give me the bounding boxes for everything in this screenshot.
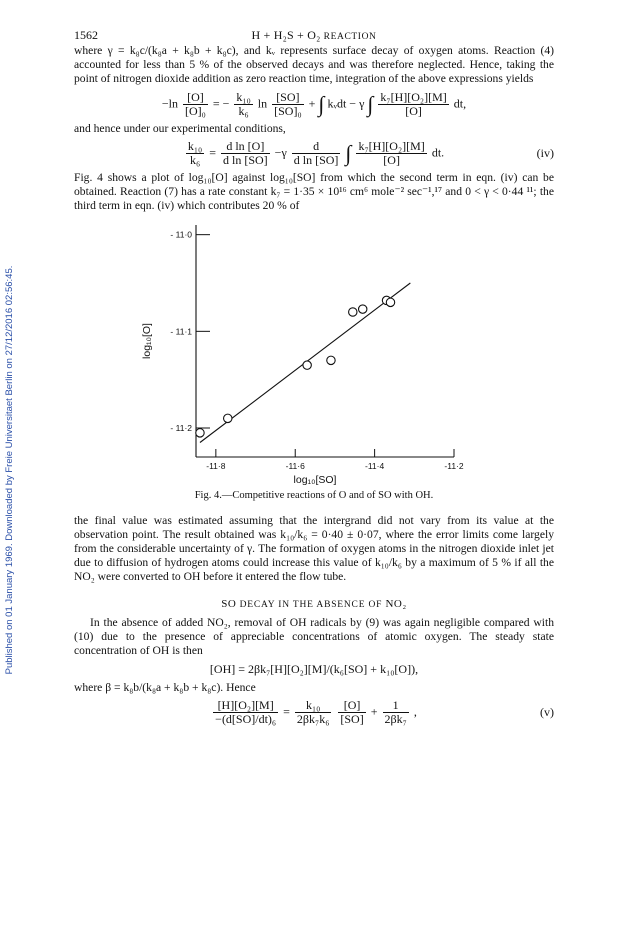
eq2-integral: ∫ [345, 140, 352, 166]
eq1-f1-den: [O]₀ [185, 103, 206, 118]
eq1-f1-num: [O] [183, 91, 208, 105]
eq1-f3-den: [SO]₀ [274, 103, 302, 118]
running-title-formula: H + H₂S + O₂ [251, 28, 321, 42]
x-tick-label: -11·6 [285, 461, 305, 472]
eq1-integral-body: kᵥdt − γ [327, 95, 365, 110]
eq4-tail: , [413, 704, 417, 719]
figure-4 [74, 215, 554, 485]
eq2-fraction-d [292, 140, 341, 167]
eq2-fraction-dln [221, 140, 270, 167]
paragraph-3: Fig. 4 shows a plot of log₁₀[O] against log₁₀[SO] from which the second term in eqn. (iv) can be obtained. Reaction (7) has a rate constant k₇ = 1·35 × 10¹⁶ cm⁶ mole⁻² sec⁻¹,¹⁷ and 0 < γ < 0·44 ¹¹; the third term in eqn. (iv) which contributes 20 % of [74, 170, 554, 213]
eq2-f1-den: k₆ [189, 152, 201, 167]
y-tick-label: - 11·0 [170, 230, 192, 241]
eq1-fraction-so [272, 91, 304, 118]
eq1-integral-1: ∫ [318, 91, 325, 116]
eq1-integral-2: ∫ [367, 91, 374, 116]
eq4-fraction-one [383, 699, 409, 726]
eq1-fraction-k [234, 91, 252, 118]
eq1-f2-num: k₁₀ [236, 89, 251, 104]
eq4-f4-num: 1 [383, 699, 409, 713]
paragraph-5: In the absence of added NO₂, removal of OH radicals by (9) was again negligible compared with (10) due to the presence of appreciable concentrations of atomic oxygen. The steady state concentration of OH is then [74, 615, 554, 658]
eq2-fraction-k [186, 140, 204, 167]
y-tick-label: - 11·2 [170, 423, 192, 434]
x-tick-label: -11·4 [365, 461, 385, 472]
paragraph-6: where β = k₈b/(k₈a + k₈b + k₈c). Hence [74, 680, 256, 694]
running-header [74, 28, 554, 44]
download-note-text: Published on 01 January 1969. Downloaded by Freie Universitaet Berlin on 27/12/2016 02:56:45. [3, 265, 15, 675]
eq4-f1-num: [H][O₂][M] [213, 699, 278, 713]
equation-integrated [74, 91, 554, 118]
eq1-equals: = − [212, 95, 230, 110]
paragraph-1-line-1: where γ = k₈c/(k₈a + k₈b + k₈c), and kᵥ represents surface decay of oxygen atoms. [74, 44, 489, 57]
running-title-word: REACTION [323, 32, 377, 42]
eq4-f2-num: k₁₀ [295, 699, 331, 713]
eq4-fraction-lhs [213, 699, 278, 726]
eq1-tail: dt, [453, 95, 467, 110]
paragraph-4: the final value was estimated assuming that the intergrand did not vary from its value at the observation point. The result obtained was k₁₀/k₆ = 0·40 ± 0·07, where the error limits come largely from the considerable uncertainty of γ. The formation of oxygen atoms in the nitrogen dioxide inlet jet due to diffusion of hydrogen atoms could increase this value of k₁₀/k₆ by a maximum of 5 % if all the NO₂ were converted to OH before it entered the flow tube. [74, 513, 554, 584]
eq4-f1-den: −(d[SO]/dt)₆ [215, 711, 277, 726]
eq4-f3-den: [SO] [340, 711, 364, 726]
data-point [303, 361, 311, 369]
eq2-tail: dt. [431, 145, 445, 160]
eq2-f2-den: d ln [SO] [223, 152, 268, 167]
eq2-f3-den: d ln [SO] [293, 152, 339, 167]
eq2-f4-den: [O] [383, 152, 400, 167]
eq4-plus: + [370, 704, 378, 719]
caption-label: Fig. 4. [194, 490, 222, 502]
section-heading-so: SO [221, 597, 237, 610]
data-point [386, 299, 394, 307]
eq1-f4-num: k₇[H][O₂][M] [380, 89, 447, 104]
eq1-fraction-rate [378, 91, 448, 118]
x-tick-label: -11·8 [206, 461, 226, 472]
paragraph-1-line-2: Reaction (4) accounted for less than 5 % of the observed decays and was therefore neglected. Hence, taking the point of nitrogen dioxide addition as zero reaction time, integration of the above expressions yields [74, 44, 555, 86]
eq1-f2-den: k₆ [238, 103, 249, 118]
section-heading [74, 597, 554, 612]
eq4-f4-den: 2βk₇ [384, 711, 407, 726]
figure-4-plot [74, 215, 554, 485]
equation-iv [74, 140, 554, 167]
eq4-equals: = [283, 704, 290, 719]
equation-number-iv: (iv) [536, 146, 554, 161]
eq4-fraction-o-so [338, 699, 365, 726]
data-point [196, 429, 204, 437]
x-tick-label: -11·2 [444, 461, 464, 472]
download-sidebar-note [2, 0, 18, 947]
eq1-fraction-o [183, 91, 208, 118]
caption-text: —Competitive reactions of O and of SO with OH. [221, 490, 434, 502]
paper-page [74, 28, 554, 730]
eq2-fraction-rate [356, 140, 426, 167]
figure-4-caption [74, 489, 554, 503]
y-axis-label: log₁₀[O] [141, 323, 153, 360]
eq2-f4-num: k₇[H][O₂][M] [358, 138, 425, 153]
eq2-f3-num: d [292, 140, 341, 154]
eq4-f3-num: [O] [338, 699, 365, 713]
x-axis-label: log₁₀[SO] [293, 474, 337, 486]
data-point [359, 305, 367, 313]
page-number: 1562 [74, 28, 98, 42]
data-point [327, 357, 335, 365]
equation-oh: [OH] = 2βk₇[H][O₂][M]/(k₆[SO] + k₁₀[O]), [209, 662, 419, 677]
eq1-ln: ln [257, 95, 268, 110]
data-point [224, 415, 232, 423]
paragraph-2: and hence under our experimental conditions, [74, 121, 286, 135]
eq4-fraction-k [295, 699, 331, 726]
paragraph-1 [74, 44, 554, 87]
eq4-f2-den: 2βk₇k₆ [296, 711, 330, 726]
equation-v [74, 699, 554, 726]
running-title [74, 28, 554, 44]
data-point [349, 308, 357, 316]
y-tick-label: - 11·1 [170, 326, 192, 337]
eq1-f3-num: [SO] [272, 91, 304, 105]
section-heading-no2: NO₂ [385, 597, 407, 610]
eq2-minus-gamma: −γ [274, 145, 287, 160]
eq2-equals: = [209, 145, 216, 160]
eq1-plus: + [308, 95, 316, 110]
eq2-f2-num: d ln [O] [221, 140, 270, 154]
eq1-lhs: −ln [161, 95, 178, 110]
equation-number-v: (v) [540, 705, 554, 720]
eq2-f1-num: k₁₀ [187, 138, 203, 153]
eq1-f4-den: [O] [405, 103, 422, 118]
section-heading-words: DECAY IN THE ABSENCE OF [239, 599, 383, 610]
